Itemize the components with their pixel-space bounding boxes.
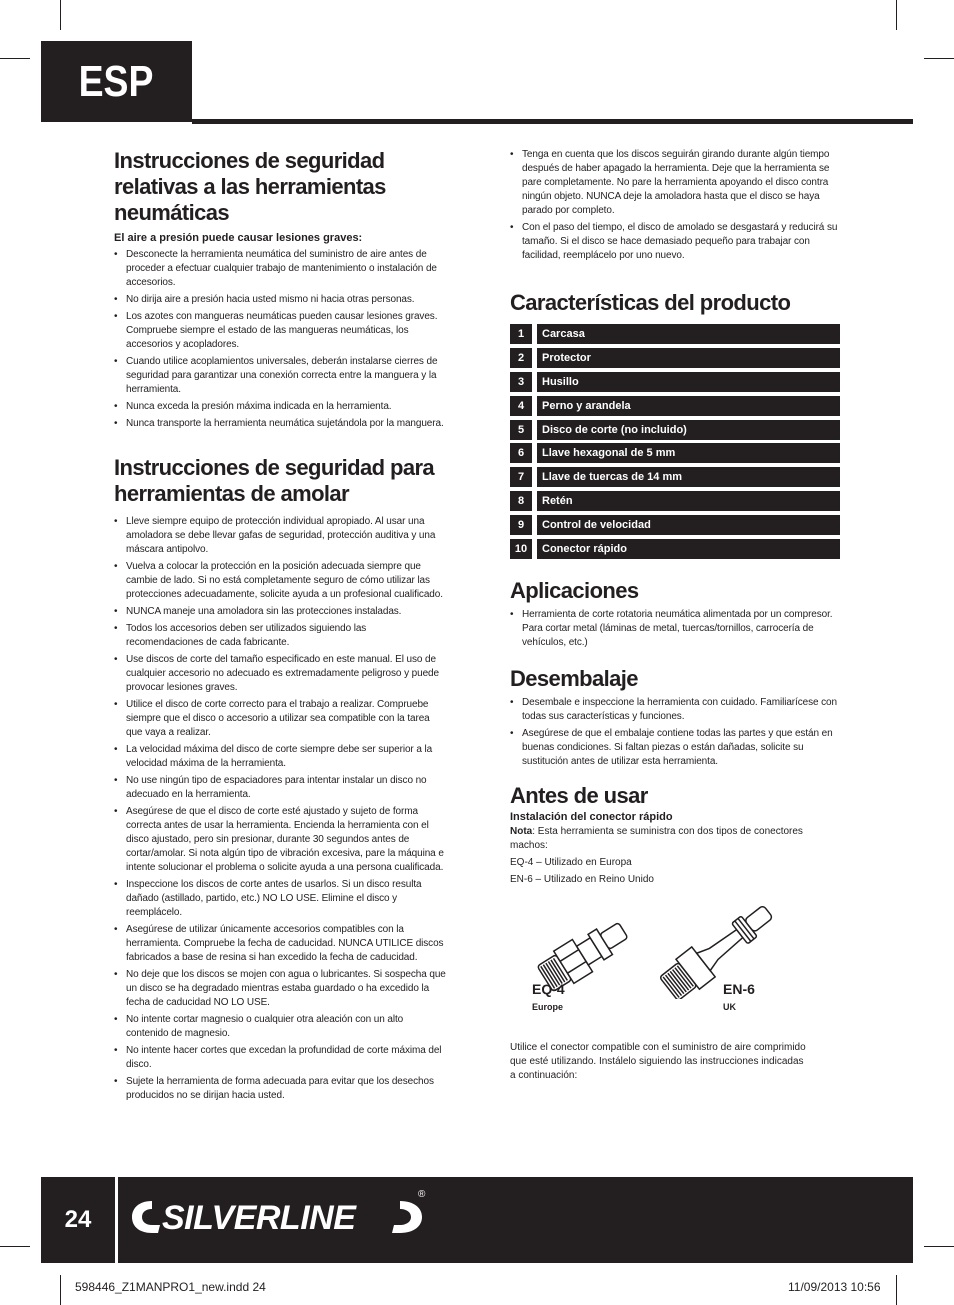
page-number-separator [115,1177,118,1263]
crop-mark [60,1275,61,1305]
feature-row [510,515,840,535]
feature-label: Conector rápido [537,539,840,559]
bullet-item: • Use discos de corte del tamaño especificado en este manual. El uso de cualquier accesorio no adecuado es extremadamente peligroso y puede provocar lesiones graves. [114,653,446,695]
bullet-list [510,148,840,263]
crop-mark [924,1246,954,1247]
file-info: 598446_Z1MANPRO1_new.indd 24 [75,1280,266,1294]
section-title-pneumatic-safety: Instrucciones de seguridad relativas a las herramientas neumáticas [114,148,386,225]
connector-region-eq4: Europe [532,1002,564,1013]
crop-mark [896,1275,897,1305]
crop-mark [0,1246,30,1247]
section-subtitle: Instalación del conector rápido [510,811,673,824]
bullet-item: • Nunca exceda la presión máxima indicada en la herramienta. [114,400,446,414]
connector-line-en6: EN-6 – Utilizado en Reino Unido [510,874,654,886]
bullet-item: • Desembale e inspeccione la herramienta con cuidado. Familiarícese con todas sus características y funciones. [510,696,840,724]
crop-mark [0,58,30,59]
feature-number: 1 [510,324,532,344]
bullet-item: • No deje que los discos se mojen con agua o lubricantes. Si sospecha que un disco se ha degradado mientras estaba guardado o ha excedido la fecha de caducidad NO LO USE. [114,968,446,1010]
feature-label: Husillo [537,372,840,392]
bullet-item: • No dirija aire a presión hacia usted mismo ni hacia otras personas. [114,293,446,307]
feature-row [510,372,840,392]
bullet-list [114,515,446,1103]
registered-mark: ® [418,1189,426,1200]
page-number: 24 [64,1206,92,1233]
brand-text: SILVERLINE [162,1199,356,1237]
silverline-logo-image [130,1185,430,1241]
feature-number: 7 [510,467,532,487]
feature-label: Llave de tuercas de 14 mm [537,467,840,487]
silverline-logo [130,1185,430,1246]
features-table [510,324,840,559]
feature-number: 9 [510,515,532,535]
bullet-item: • Asegúrese de utilizar únicamente accesorios compatibles con la herramienta. Compruebe la fecha de caducidad. NUNCA UTILICE discos fabricados a base de resina si han excedido la fecha de caducidad. [114,923,446,965]
bullet-list [510,696,840,769]
feature-row [510,420,840,440]
feature-number: 5 [510,420,532,440]
bullet-item: • Lleve siempre equipo de protección individual apropiado. Al usar una amoladora se debe llevar gafas de seguridad, protección auditiva y una máscara antipolvo. [114,515,446,557]
feature-number: 10 [510,539,532,559]
bullet-list [114,248,446,431]
section-title-unpacking: Desembalaje [510,666,638,692]
bullet-item: • Desconecte la herramienta neumática del suministro de aire antes de proceder a efectuar cualquier trabajo de mantenimiento o instalación de accesorios. [114,248,446,290]
feature-number: 4 [510,396,532,416]
feature-row [510,348,840,368]
bullet-item: • La velocidad máxima del disco de corte siempre debe ser superior a la velocidad máxima de la herramienta. [114,743,446,771]
left-column [114,148,446,1106]
bullet-item: • Sujete la herramienta de forma adecuada para evitar que los desechos producidos no se dirijan hacia usted. [114,1075,446,1103]
date-info: 11/09/2013 10:56 [788,1280,881,1294]
bullet-item: • Herramienta de corte rotatoria neumática alimentada por un compresor. Para cortar metal (láminas de metal, tuercas/tornillos, carrocería de vehículos, etc.) [510,608,840,650]
language-tag-text: ESP [79,56,154,106]
section-title-grinding-safety: Instrucciones de seguridad para herramientas de amolar [114,455,435,506]
note-label: Nota [510,826,533,838]
connector-illustration [510,899,840,1039]
note-line [510,825,840,853]
bullet-list [510,608,840,650]
bullet-item: • No intente cortar magnesio o cualquier otra aleación con un alto contenido de magnesio. [114,1013,446,1041]
feature-row [510,491,840,511]
section-subtitle: El aire a presión puede causar lesiones graves: [114,232,363,244]
bullet-item: • Nunca transporte la herramienta neumática sujetándola por la manguera. [114,417,446,431]
bullet-item: • Utilice el disco de corte correcto para el trabajo a realizar. Compruebe siempre que el disco o accesorio a utilizar sea compatible con la tarea que vaya a realizar. [114,698,446,740]
en6-connector-image [650,894,790,999]
section-title-before-use: Antes de usar [510,783,648,809]
feature-label: Control de velocidad [537,515,840,535]
bullet-item: • Vuelva a colocar la protección en la posición adecuada siempre que cambie de lado. Si no está completamente seguro de cómo utilizar las protecciones adecuadamente, solicite ayuda a un profesional cualificado. [114,560,446,602]
bullet-item: • Asegúrese de que el disco de corte esté ajustado y sujeto de forma correcta antes de usar la herramienta. Encienda la herramienta con el disco ajustado, pero sin presionar, durante 30 segundos antes de cortar/amolar. Si nota algún tipo de vibración excesiva, pare la máquina e intente solucionar el problema o solicite ayuda a una persona cualificada. [114,805,446,875]
crop-mark [896,0,897,30]
language-tag [41,41,192,122]
closing-paragraph: Utilice el conector compatible con el suministro de aire comprimido que esté utilizando. Instálelo siguiendo las instrucciones indicadas a continuación: [510,1042,806,1082]
feature-number: 6 [510,443,532,463]
connector-line-eq4: EQ-4 – Utilizado en Europa [510,857,632,869]
note-text: : Esta herramienta se suministra con dos tipos de conectores machos: [510,826,803,852]
feature-label: Disco de corte (no incluido) [537,420,840,440]
bullet-item: • Con el paso del tiempo, el disco de amolado se desgastará y reducirá su tamaño. Si el disco se hace demasiado pequeño para trabajar con facilidad, reemplácelo por uno nuevo. [510,221,840,263]
connector-name-en6: EN-6 [723,981,755,998]
bullet-item: • Cuando utilice acoplamientos universales, deberán instalarse cierres de seguridad para garantizar una conexión correcta entre la manguera y la herramienta. [114,355,446,397]
feature-row [510,539,840,559]
feature-row [510,467,840,487]
bullet-item: • Asegúrese de que el embalaje contiene todas las partes y que están en buenas condiciones. Si faltan piezas o están dañadas, solicite su sustitución antes de utilizar esta herramienta. [510,727,840,769]
bullet-item: • NUNCA maneje una amoladora sin las protecciones instaladas. [114,605,446,619]
bullet-item: • Inspeccione los discos de corte antes de usarlos. Si un disco resulta dañado (astillado, partido, etc.) NO LO USE. Elimine el disco y reemplácelo. [114,878,446,920]
feature-label: Perno y arandela [537,396,840,416]
connector-region-en6: UK [723,1002,736,1013]
feature-row [510,324,840,344]
bullet-item: • No intente hacer cortes que excedan la profundidad de corte máxima del disco. [114,1044,446,1072]
section-title-features: Características del producto [510,290,791,315]
crop-mark [924,58,954,59]
feature-label: Carcasa [537,324,840,344]
feature-row [510,443,840,463]
feature-label: Retén [537,491,840,511]
feature-number: 2 [510,348,532,368]
bullet-item: • No use ningún tipo de espaciadores para intentar instalar un disco no adecuado en la herramienta. [114,774,446,802]
feature-number: 8 [510,491,532,511]
feature-row [510,396,840,416]
bullet-item: • Tenga en cuenta que los discos seguirán girando durante algún tiempo después de haber apagado la herramienta. Deje que la herramienta se pare completamente. No pare la herramienta apoyando el disco contra ningún objeto. NUNCA deje la amoladora hasta que el disco se haya parado por completo. [510,148,840,218]
header-rule [192,119,913,124]
bullet-item: • Todos los accesorios deben ser utilizados siguiendo las recomendaciones de cada fabricante. [114,622,446,650]
feature-label: Protector [537,348,840,368]
right-column [510,148,840,1086]
connector-name-eq4: EQ-4 [532,981,565,998]
bullet-item: • Los azotes con mangueras neumáticas pueden causar lesiones graves. Compruebe siempre el estado de las mangueras neumáticas, los accesorios y acopladores. [114,310,446,352]
feature-label: Llave hexagonal de 5 mm [537,443,840,463]
section-title-applications: Aplicaciones [510,578,639,604]
crop-mark [60,0,61,30]
feature-number: 3 [510,372,532,392]
